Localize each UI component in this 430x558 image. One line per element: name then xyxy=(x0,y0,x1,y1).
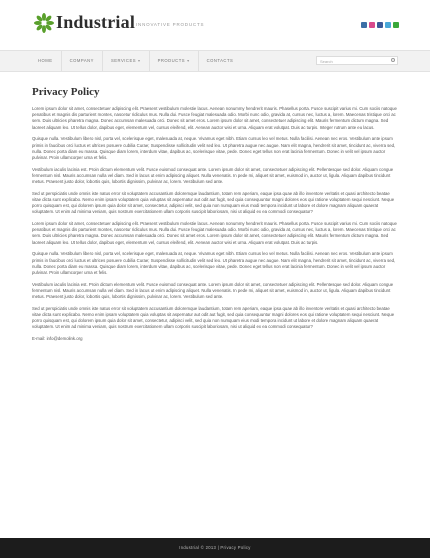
content-paragraph: Lorem ipsum dolor sit amet, consectetuer adipiscing elit. Praesent vestibulum molestie lacus. Aenean nonummy hendrerit mauris. Phasellus porta. Fusce suscipit varius mi. Cum sociis natoque penatibus et magnis dis parturient montes, nascetur ridiculus mus. Nulla dui. Fusce feugiat malesuada odio. Morbi nunc odio, gravida at, cursus nec, luctus a, lorem. Maecenas tristique orci ac sem. Duis ultricies pharetra magna. Donec accumsan malesuada orci. Donec sit amet eros. Lorem ipsum dolor sit amet, consectetuer adipiscing elit. Mauris fermentum dictum magna. Sed laoreet aliquam leo. Ut tellus dolor, dapibus eget, elementum vel, cursus eleifend, elit. Aenean auctor wisi et urna. Aliquam erat volutpat. Duis ac turpis. xyxy=(32,221,397,245)
chevron-down-icon: ▾ xyxy=(187,58,190,63)
content-paragraph: Quisque nulla. Vestibulum libero nisl, porta vel, scelerisque eget, malesuada at, neque. Vivamus eget nibh. Etiam cursus leo vel metus. Nulla facilisi. Aenean nec eros. Vestibulum ante ipsum primis in faucibus orci luctus et ultrices posuere cubilia Curae; Suspendisse sollicitudin velit sed leo. Ut pharetra augue nec augue. Nam elit magna, hendrerit sit amet, tincidunt ac, viverra sed, nulla. Donec porta diam eu massa. Quisque diam lorem, interdum vitae, dapibus ac, scelerisque vitae, pede. Donec eget tellus non erat lacinia fermentum. Donec in velit vel ipsum auctor pulvinar. Proin ullamcorper urna et felis. xyxy=(32,251,396,275)
content-paragraph: Sed ut perspiciatis unde omnis iste natus error sit voluptatem accusantium doloremque laudantium, totam rem aperiam, eaque ipsa quae ab illo inventore veritatis et quasi architecto beatae vitae dicta sunt explicabo. Nemo enim ipsam voluptatem quia voluptas sit aspernatur aut odit aut fugit, sed quia consequuntur magni dolores eos qui ratione voluptatem sequi nesciunt. Neque porro quisquam est, qui dolorem ipsum quia dolor sit amet, consectetur, adipisci velit, sed quia non numquam eius modi tempora incidunt ut labore et dolore magnam aliquam quaerat voluptatem. Ut enim ad minima veniam, quis nostrum exercitationem ullam corporis suscipit laboriosam, nisi ut aliquid ex ea commodi consequatur? xyxy=(32,190,395,215)
search-placeholder: Search xyxy=(320,59,333,64)
nav-item-label: CONTACTS xyxy=(206,58,234,63)
flickr-icon[interactable] xyxy=(369,22,375,28)
social-links xyxy=(361,22,399,28)
nav-item-contacts[interactable] xyxy=(199,51,242,71)
content-paragraph: Lorem ipsum dolor sit amet, consectetuer adipiscing elit. Praesent vestibulum molestie lacus. Aenean nonummy hendrerit mauris. Phasellus porta. Fusce suscipit varius mi. Cum sociis natoque penatibus et magnis dis parturient montes, nascetur ridiculus mus. Nulla dui. Fusce feugiat malesuada odio. Morbi nunc odio, gravida at, cursus nec, luctus a, lorem. Maecenas tristique orci ac sem. Duis ultricies pharetra magna. Donec accumsan malesuada orci. Donec sit amet eros. Lorem ipsum dolor sit amet, consectetuer adipiscing elit. Mauris fermentum dictum magna. Sed laoreet aliquam leo. Ut tellus dolor, dapibus eget, elementum vel, cursus eleifend, elit. Aenean auctor wisi et urna. Aliquam erat volutpat. Duis ac turpis. Integer rutrum ante eu lacus. xyxy=(32,106,397,130)
content-paragraph: Vestibulum iaculis lacinia est. Proin dictum elementum velit. Fusce euismod consequat ante. Lorem ipsum dolor sit amet, consectetuer adipiscing elit. Pellentesque sed dolor. Aliquam congue fermentum nisl. Mauris accumsan nulla vel diam. Sed in lacus ut enim adipiscing aliquet. Nulla venenatis. In pede mi, aliquet sit amet, euismod in, auctor ut, ligula. Aliquam dapibus tincidunt metus. Praesent justo dolor, lobortis quis, lobortis dignissim, pulvinar ac, lorem. Vestibulum sed ante. xyxy=(32,166,394,185)
page-title: Privacy Policy xyxy=(32,86,100,98)
nav-item-label: COMPANY xyxy=(69,58,94,63)
nav-item-products[interactable] xyxy=(150,51,199,71)
content-paragraph: Quisque nulla. Vestibulum libero nisl, porta vel, scelerisque eget, malesuada at, neque. Vivamus eget nibh. Etiam cursus leo vel metus. Nulla facilisi. Aenean nec eros. Vestibulum ante ipsum primis in faucibus orci luctus et ultrices posuere cubilia Curae; Suspendisse sollicitudin velit sed leo. Ut pharetra augue nec augue. Nam elit magna, hendrerit sit amet, tincidunt ac, viverra sed, nulla. Donec porta diam eu massa. Quisque diam lorem, interdum vitae, dapibus ac, scelerisque vitae, pede. Donec eget tellus non erat lacinia fermentum. Donec in velit vel ipsum auctor pulvinar. Proin ullamcorper urna et felis. xyxy=(32,136,396,160)
content-paragraph: Vestibulum iaculis lacinia est. Proin dictum elementum velit. Fusce euismod consequat ante. Lorem ipsum dolor sit amet, consectetuer adipiscing elit. Pellentesque sed dolor. Aliquam congue fermentum nisl. Mauris accumsan nulla vel diam. Sed in lacus ut enim adipiscing aliquet. Nulla venenatis. In pede mi, aliquet sit amet, euismod in, auctor ut, ligula. Aliquam dapibus tincidunt metus. Praesent justo dolor, lobortis quis, lobortis dignissim, pulvinar ac, lorem. Vestibulum sed ante. xyxy=(32,281,394,300)
footer-copyright: Industrial © 2013 | Privacy Policy xyxy=(179,545,251,550)
brand-tagline: INNOVATIVE PRODUCTS xyxy=(136,22,205,27)
contact-email[interactable]: E-mail: info@demolink.org xyxy=(32,336,83,342)
nav-item-label: PRODUCTS xyxy=(157,58,186,63)
skype-icon[interactable] xyxy=(393,22,399,28)
nav-item-home[interactable] xyxy=(30,51,62,71)
nav-item-label: SERVICES xyxy=(110,58,137,63)
site-header xyxy=(0,0,430,38)
chevron-down-icon: ▾ xyxy=(138,58,141,63)
content-paragraph: Sed ut perspiciatis unde omnis iste natus error sit voluptatem accusantium doloremque laudantium, totam rem aperiam, eaque ipsa quae ab illo inventore veritatis et quasi architecto beatae vitae dicta sunt explicabo. Nemo enim ipsam voluptatem quia voluptas sit aspernatur aut odit aut fugit, sed quia consequuntur magni dolores eos qui ratione voluptatem sequi nesciunt. Neque porro quisquam est, qui dolorem ipsum quia dolor sit amet, consectetur, adipisci velit, sed quia non numquam eius modi tempora incidunt ut labore et dolore magnam aliquam quaerat voluptatem. Ut enim ad minima veniam, quis nostrum exercitationem ullam corporis suscipit laboriosam, nisi ut aliquid ex ea commodi consequatur? xyxy=(32,305,395,330)
logo-icon[interactable] xyxy=(34,13,54,33)
main-content xyxy=(32,86,398,341)
nav-item-services[interactable] xyxy=(103,51,150,71)
nav-item-label: HOME xyxy=(38,58,53,63)
linkedin-icon[interactable] xyxy=(361,22,367,28)
facebook-icon[interactable] xyxy=(377,22,383,28)
nav-item-company[interactable] xyxy=(62,51,103,71)
search-icon[interactable] xyxy=(391,58,395,62)
brand-name[interactable]: Industrial xyxy=(56,12,136,32)
search-input[interactable] xyxy=(316,56,398,65)
site-footer xyxy=(0,538,430,558)
twitter-icon[interactable] xyxy=(385,22,391,28)
main-nav xyxy=(0,50,430,72)
